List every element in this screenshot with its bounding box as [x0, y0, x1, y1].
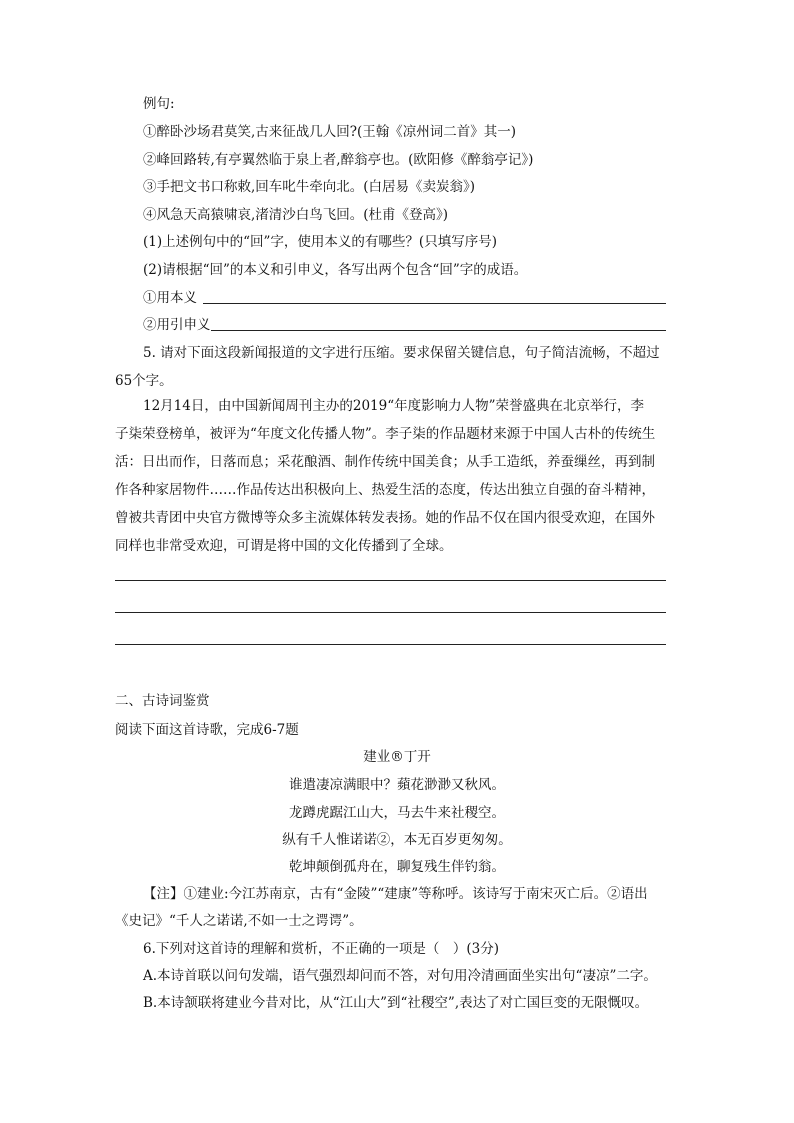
section2-heading: 二、古诗词鉴赏	[115, 693, 210, 709]
q5-prompt-line2: 65个字。	[115, 373, 173, 389]
example-item-4: ④风急天高猿啸哀,渚清沙白鸟飞回。(杜甫《登高》)	[143, 207, 449, 223]
poem-line-2: 龙蹲虎踞江山大，马去牛来社稷空。	[289, 805, 505, 821]
q5-answer-line-3[interactable]	[115, 644, 666, 645]
q6-prompt: 6.下列对这首诗的理解和赏析，不正确的一项是（ ）(3分)	[143, 941, 500, 957]
q4-sub1: (1)上述例句中的“回”字，使用本义的有哪些？(只填写序号)	[143, 234, 497, 250]
q5-passage-line-3: 活：日出而作，日落而息；采花酿酒、制作传统中国美食；从手工造纸，养蚕缫丝，再到制	[115, 454, 655, 470]
example-item-3: ③手把文书口称敕,回车叱牛牵向北。(白居易《卖炭翁》)	[143, 179, 476, 195]
poem-title: 建业®丁开	[363, 749, 431, 765]
poem-line-1: 谁遣凄凉满眼中？蘋花渺渺又秋风。	[289, 777, 505, 793]
poem-line-3: 纵有千人惟诺诺②，本无百岁更匆匆。	[282, 832, 512, 848]
poem-note-line-1: 【注】①建业:今江苏南京，古有“金陵”“建康”等称呼。该诗写于南宋灭亡后。②语出	[143, 886, 648, 902]
q5-passage-line-6: 同样也非常受欢迎，可谓是将中国的文化传播到了全球。	[115, 538, 453, 554]
poem-note-line-2: 《史记》“千人之诺诺,不如一士之谔谔”。	[115, 913, 363, 929]
q5-answer-line-2[interactable]	[115, 612, 666, 613]
q4-blank1-answer-line[interactable]	[203, 303, 666, 304]
examples-heading: 例句:	[143, 96, 175, 112]
q4-sub2: (2)请根据“回”的本义和引申义，各写出两个包含“回”字的成语。	[143, 262, 528, 278]
q5-prompt-line1: 5. 请对下面这段新闻报道的文字进行压缩。要求保留关键信息，句子简洁流畅，不超过	[143, 345, 660, 361]
q6-option-a[interactable]: A.本诗首联以问句发端，语气强烈却问而不答，对句用冷清画面坐实出句“凄凉”二字。	[143, 968, 657, 984]
q4-blank1-label: ①用本义	[143, 290, 197, 306]
example-item-2: ②峰回路转,有亭翼然临于泉上者,醉翁亭也。(欧阳修《醉翁亭记》)	[143, 152, 534, 168]
q5-passage-line-4: 作各种家居物件……作品传达出积极向上、热爱生活的态度，传达出独立自强的奋斗精神，	[115, 482, 655, 498]
q6-option-b[interactable]: B.本诗颔联将建业今昔对比，从“江山大”到“社稷空”,表达了对亡国巨变的无限慨叹。	[143, 995, 649, 1011]
section2-instruction: 阅读下面这首诗歌，完成6-7题	[115, 722, 299, 738]
example-item-1: ①醉卧沙场君莫笑,古来征战几人回?(王翰《凉州词二首》其一)	[143, 124, 517, 140]
q5-passage-line-5: 曾被共青团中央官方微博等众多主流媒体转发表扬。她的作品不仅在国内很受欢迎，在国外	[115, 510, 655, 526]
q5-passage-line-1: 12月14日，由中国新闻周刊主办的2019“年度影响力人物”荣誉盛典在北京举行，李	[143, 398, 645, 414]
q4-blank2-answer-line[interactable]	[211, 330, 666, 331]
q4-blank2-label: ②用引申义	[143, 317, 211, 333]
q5-passage-line-2: 子柒荣登榜单，被评为“年度文化传播人物”。李子柒的作品题材来源于中国人古朴的传统生	[115, 426, 656, 442]
poem-line-4: 乾坤颠倒孤舟在，聊复残生伴钓翁。	[289, 859, 505, 875]
q5-answer-line-1[interactable]	[115, 580, 666, 581]
